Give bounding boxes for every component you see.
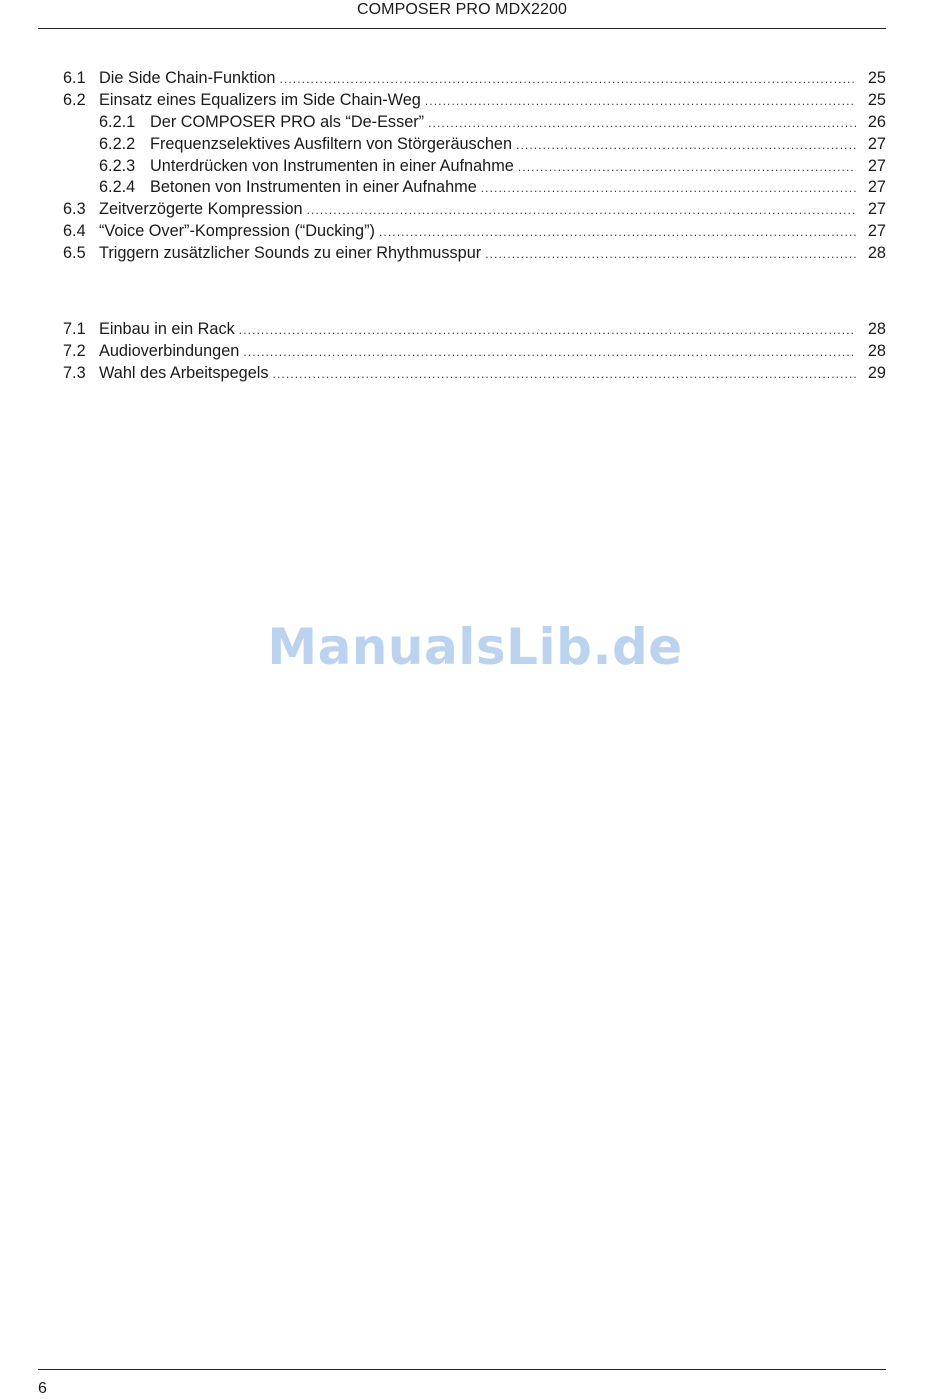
toc-entry-title: Der COMPOSER PRO als “De-Esser” [150,112,428,134]
toc-entry-title: Triggern zusätzlicher Sounds zu einer Rhythmusspur [99,243,485,265]
toc-entry-number: 6.2.3 [99,156,136,175]
toc-entry-page: 29 [867,363,886,382]
toc-entry-page: 27 [867,222,886,241]
toc-entry-page: 25 [867,90,886,109]
toc-dot-leader [273,364,856,386]
page-number: 6 [38,1380,47,1397]
toc-dot-leader [379,222,856,244]
toc-dot-leader [425,91,856,113]
toc-entry-7-2[interactable] [63,341,886,363]
toc-entry-6-4[interactable] [63,221,886,243]
toc-entry-title: Frequenzselektives Ausfiltern von Störgeräuschen [150,134,516,156]
toc-entry-title: Die Side Chain-Funktion [99,68,279,90]
toc-entry-title: Zeitverzögerte Kompression [99,199,307,221]
toc-entry-page: 27 [867,178,886,197]
document-header-title: COMPOSER PRO MDX2200 [356,1,568,18]
toc-dot-leader [243,342,856,364]
toc-entry-title: Einbau in ein Rack [99,319,239,341]
toc-entry-number: 6.2.1 [99,112,136,131]
toc-entry-number: 6.4 [63,222,86,241]
toc-section-6 [63,68,886,265]
toc-dot-leader [481,178,856,200]
toc-entry-number: 6.1 [63,69,86,87]
toc-entry-number: 6.5 [63,244,86,263]
toc-dot-leader [485,244,856,266]
toc-entry-title: Einsatz eines Equalizers im Side Chain-Weg [99,90,425,112]
toc-entry-title: Wahl des Arbeitspegels [99,363,273,385]
toc-entry-page: 25 [867,69,886,87]
toc-entry-6-5[interactable] [63,243,886,265]
toc-entry-number: 6.2 [63,90,86,109]
watermark-text: ManualsLib.de [267,618,683,676]
toc-entry-6-2-1[interactable] [63,112,886,134]
toc-entry-7-3[interactable] [63,363,886,385]
toc-dot-leader [239,320,856,342]
toc-dot-leader [307,200,856,222]
toc-entry-title: “Voice Over”-Kompression (“Ducking”) [99,221,379,243]
header-divider [38,28,886,29]
footer-divider [38,1369,886,1370]
toc-entry-number: 6.3 [63,200,86,219]
toc-entry-title: Unterdrücken von Instrumenten in einer Aufnahme [150,156,518,178]
toc-entry-page: 26 [867,112,886,131]
toc-dot-leader [516,135,856,157]
toc-entry-6-3[interactable] [63,199,886,221]
toc-entry-page: 27 [867,200,886,219]
toc-entry-number: 7.1 [63,320,86,338]
toc-entry-6-2[interactable] [63,90,886,112]
toc-entry-page: 28 [867,341,886,360]
toc-entry-number: 7.2 [63,341,86,360]
toc-entry-number: 7.3 [63,363,86,382]
toc-entry-page: 27 [867,134,886,153]
toc-entry-page: 27 [867,156,886,175]
toc-entry-6-2-2[interactable] [63,134,886,156]
toc-entry-6-2-3[interactable] [63,156,886,178]
toc-entry-7-1[interactable] [63,319,886,341]
toc-dot-leader [428,113,856,135]
toc-entry-title: Betonen von Instrumenten in einer Aufnahme [150,177,481,199]
toc-entry-page: 28 [867,244,886,263]
toc-entry-page: 28 [867,320,886,338]
toc-dot-leader [518,157,856,179]
toc-section-7 [63,319,886,385]
toc-entry-number: 6.2.2 [99,134,136,153]
toc-entry-title: Audioverbindungen [99,341,243,363]
toc-entry-6-1[interactable] [63,68,886,90]
toc-entry-number: 6.2.4 [99,178,136,197]
toc-dot-leader [279,69,856,91]
toc-entry-6-2-4[interactable] [63,177,886,199]
